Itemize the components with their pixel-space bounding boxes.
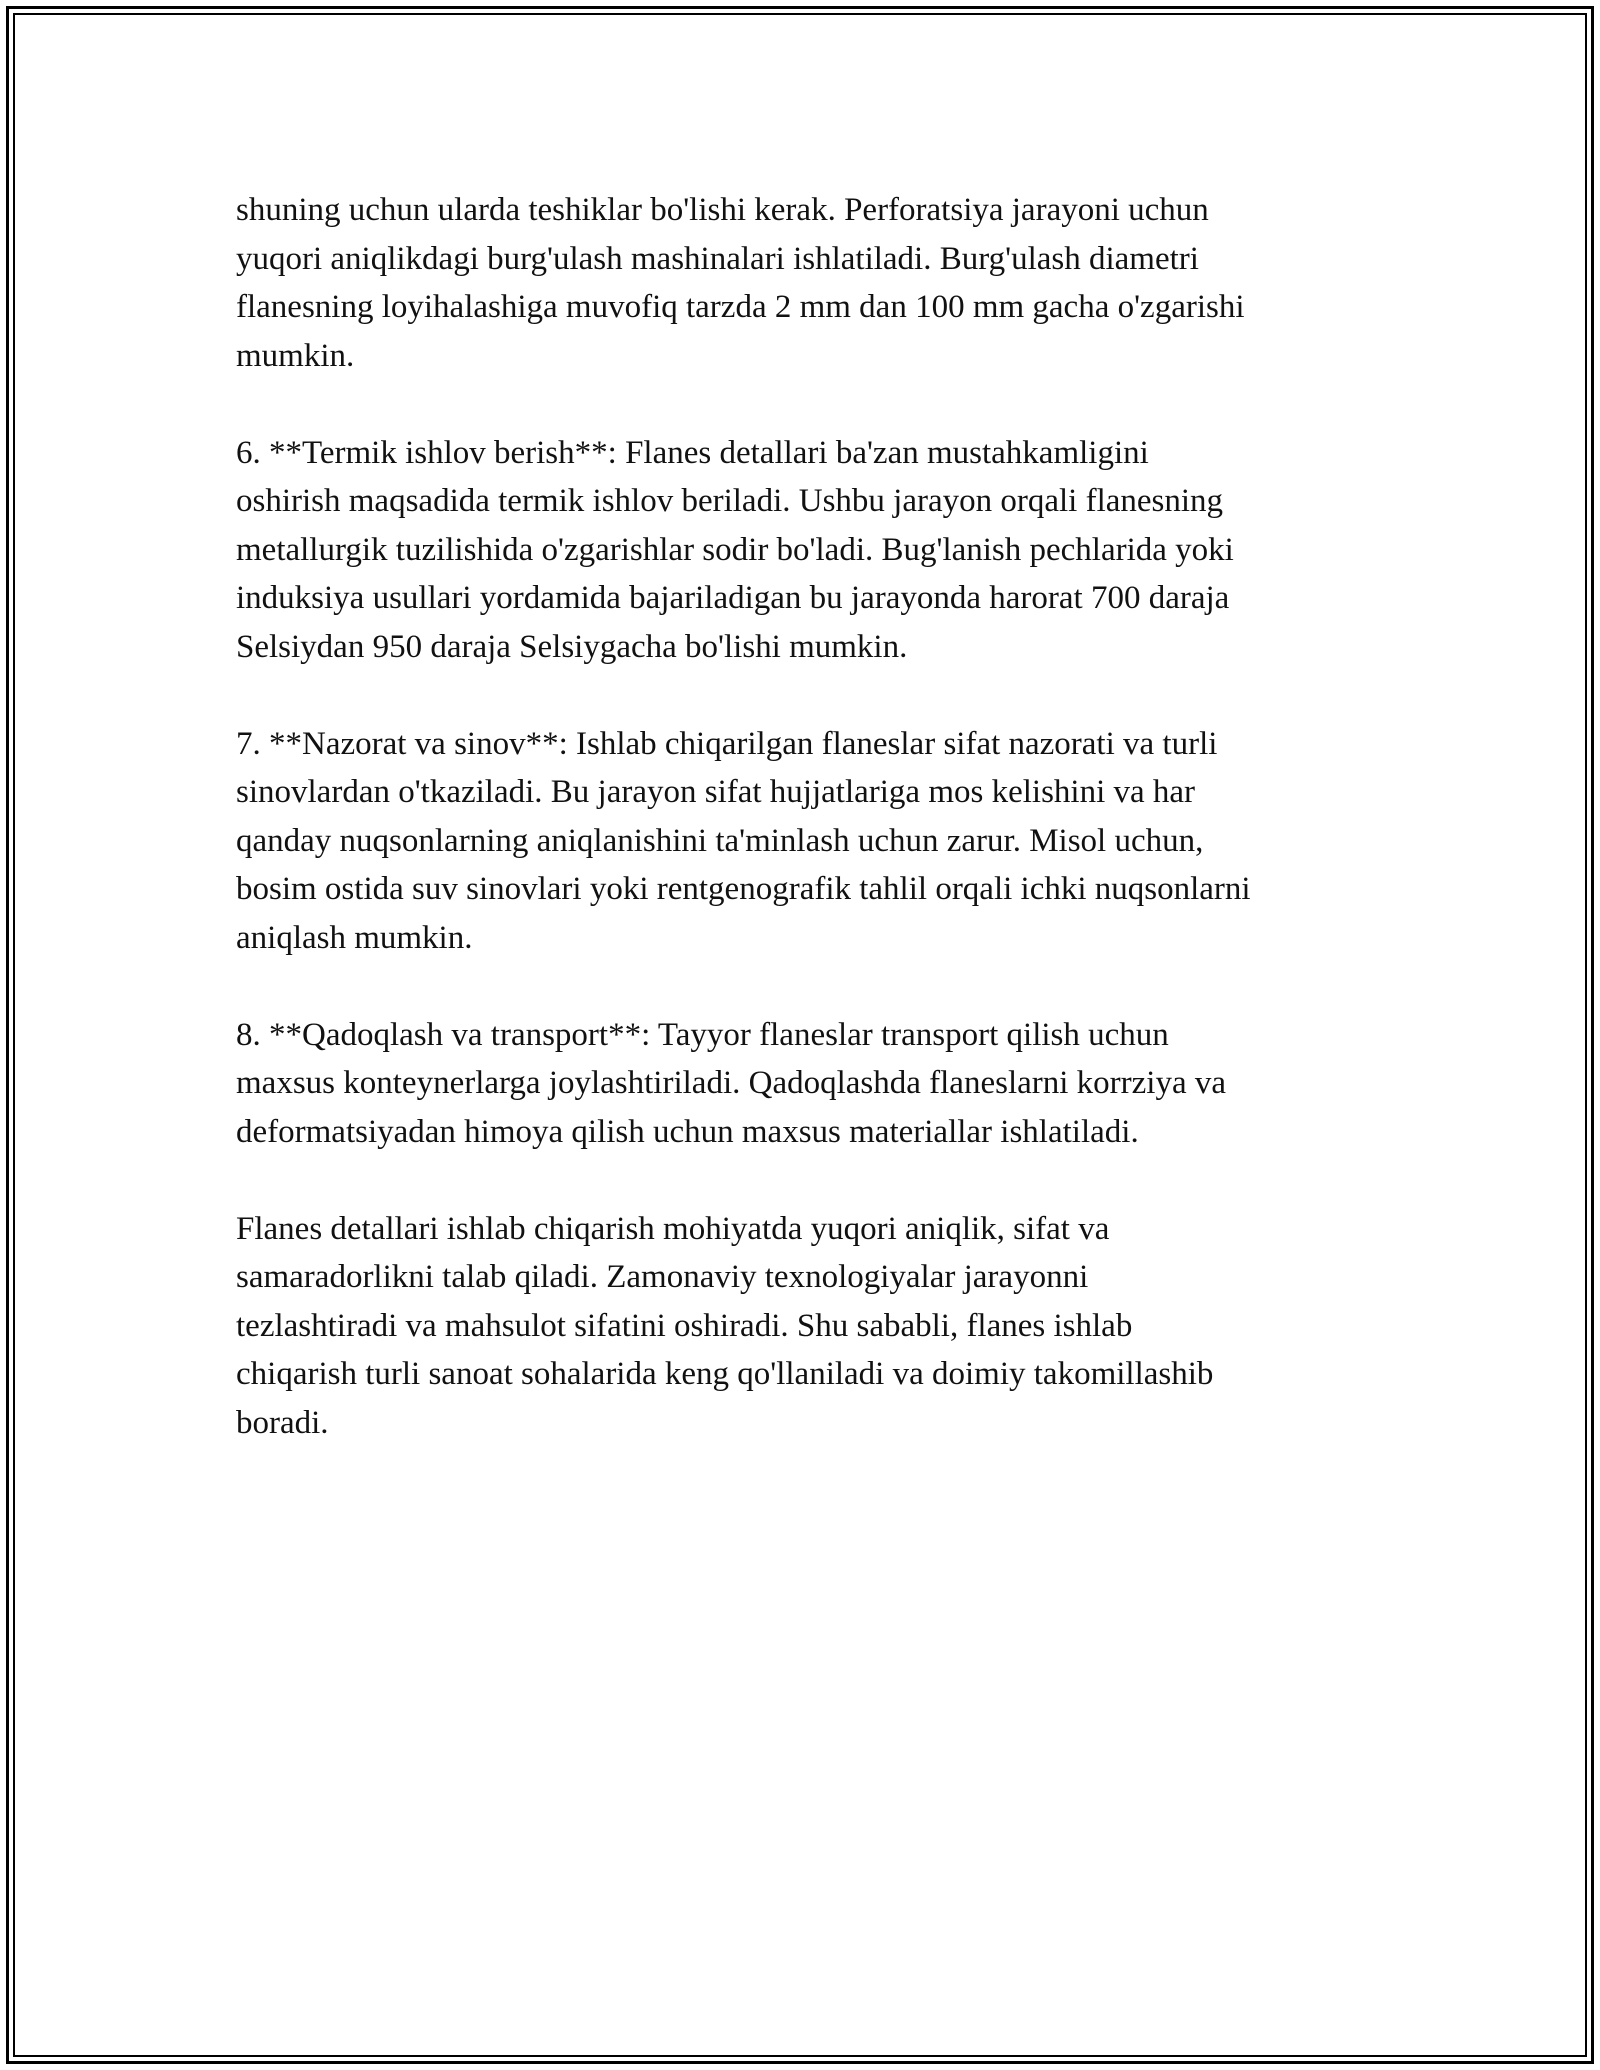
- paragraph-heat-treatment: 6. **Termik ishlov berish**: Flanes detallari ba'zan mustahkamligini oshirish maqsadida termik ishlov beriladi. Ushbu jarayon orqali flanesning metallurgik tuzilishida o'zgarishlar sodir bo'ladi. Bug'lanish pechlarida yoki induksiya usullari yordamida bajariladigan bu jarayonda harorat 700 daraja Selsiydan 950 daraja Selsiygacha bo'lishi mumkin.: [236, 434, 1234, 665]
- document-body: [236, 186, 1366, 1496]
- paragraph-inspection-testing: 7. **Nazorat va sinov**: Ishlab chiqarilgan flaneslar sifat nazorati va turli sinovlardan o'tkaziladi. Bu jarayon sifat hujjatlariga mos kelishini va har qanday nuqsonlarning aniqlanishini ta'minlash uchun zarur. Misol uchun, bosim ostida suv sinovlari yoki rentgenografik tahlil orqali ichki nuqsonlarni aniqlash mumkin.: [236, 725, 1251, 956]
- paragraph-packaging-transport: 8. **Qadoqlash va transport**: Tayyor flaneslar transport qilish uchun maxsus konteynerlarga joylashtiriladi. Qadoqlashda flaneslarni korrziya va deformatsiyadan himoya qilish uchun maxsus materiallar ishlatiladi.: [236, 1016, 1226, 1150]
- paragraph-conclusion: Flanes detallari ishlab chiqarish mohiyatda yuqori aniqlik, sifat va samaradorlikni talab qiladi. Zamonaviy texnologiyalar jarayonni tezlashtiradi va mahsulot sifatini oshiradi. Shu sababli, flanes ishlab chiqarish turli sanoat sohalarida keng qo'llaniladi va doimiy takomillashib boradi.: [236, 1210, 1214, 1441]
- paragraph-drilling: shuning uchun ularda teshiklar bo'lishi kerak. Perforatsiya jarayoni uchun yuqori aniqlikdagi burg'ulash mashinalari ishlatiladi. Burg'ulash diametri flanesning loyihalashiga muvofiq tarzda 2 mm dan 100 mm gacha o'zgarishi mumkin.: [236, 192, 1245, 374]
